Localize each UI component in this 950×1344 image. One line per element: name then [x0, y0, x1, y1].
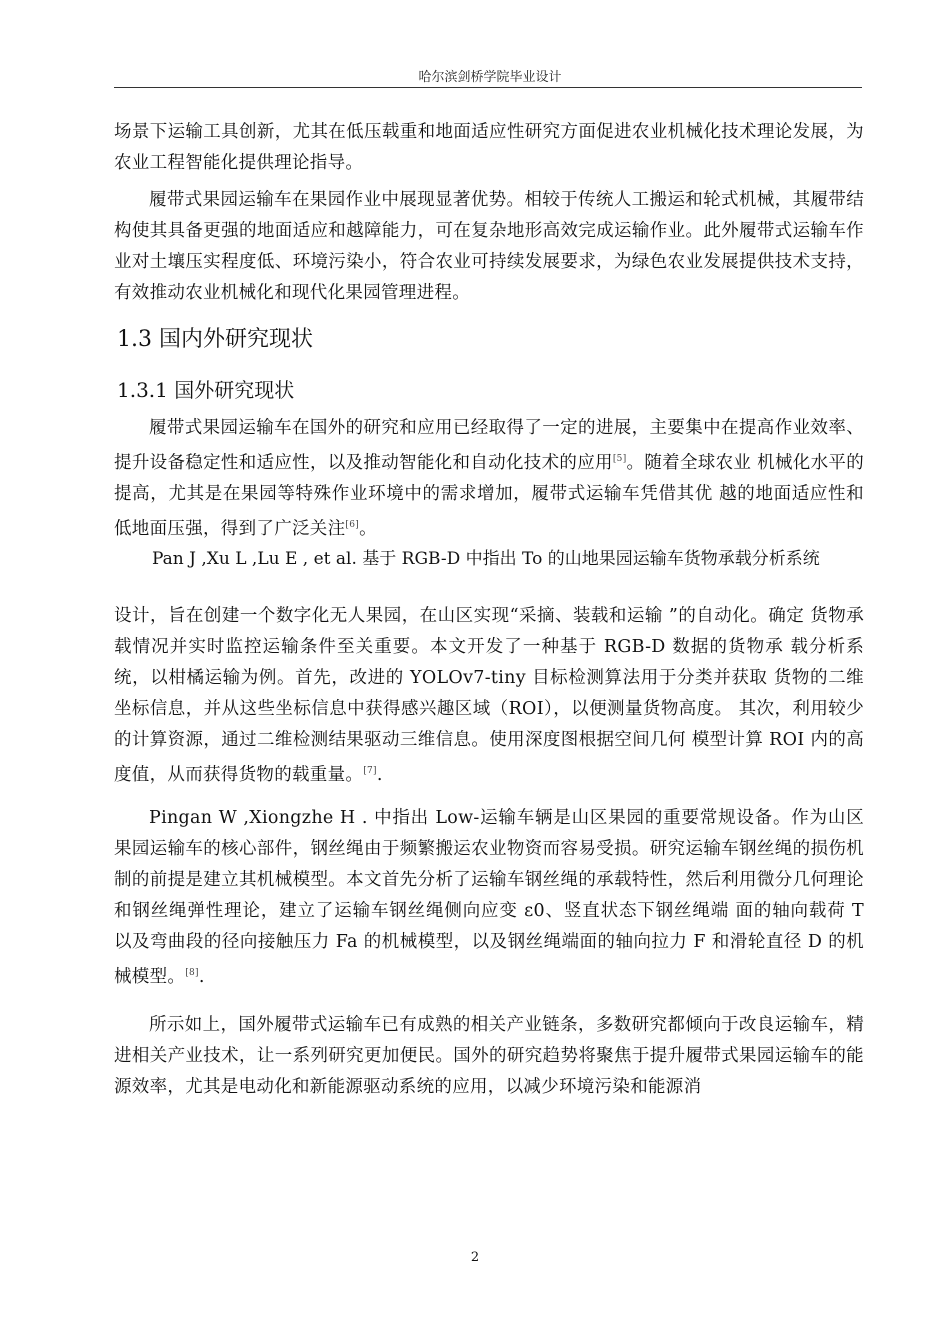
paragraph-3-text-c: 。 — [359, 518, 377, 539]
section-heading-1-3: 1.3 国内外研究现状 — [117, 327, 313, 352]
citation-7: [7] — [363, 766, 377, 776]
header-rule — [114, 87, 862, 88]
paragraph-3-text-a: 履带式果园运输车在国外的研究和应用已经取得了一定的进展，主要集中在提高作业效率、提升设备稳定性和适应性，以及推动智能化和自动化技术的应用 — [114, 418, 864, 473]
citation-8: [8] — [185, 968, 199, 978]
page-number: 2 — [470, 1250, 480, 1265]
citation-5: [5] — [612, 454, 627, 464]
paragraph-5-text-a: Pingan W ,Xiongzhe H . 中指出 Low-运输车辆是山区果园的重要常规设备。作为山区果园运输车的核心部件，钢丝绳由于频繁搬运农业物资而容易受损。研究运输车钢丝绳的损伤机制的前提是建立其机械模型。本文首先分析了运输车钢丝绳的承载特性，然后利用微分几何理论和钢丝绳弹性理论，建立了运输车钢丝绳侧向应变 ε0、竖直状态下钢丝绳端 面的轴向载荷 T 以及弯曲段的径向接触压力 Fa 的机械模型，以及钢丝绳端面的轴向拉力 F 和滑轮直径 D 的机械模型。 — [114, 808, 864, 987]
paragraph-3-text-b: 。随着全球农业 机械化水平的提高，尤其是在果园等特殊作业环境中的需求增加，履带式运输车凭借其优 越的地面适应性和低地面压强，得到了广泛关注 — [114, 452, 865, 539]
paragraph-4 — [114, 601, 864, 791]
subsection-heading-1-3-1: 1.3.1 国外研究现状 — [117, 378, 295, 402]
paragraph-3 — [114, 413, 864, 545]
citation-6: [6] — [345, 519, 360, 530]
page-header: 哈尔滨剑桥学院毕业设计 — [418, 70, 562, 85]
paragraph-2: 履带式果园运输车在果园作业中展现显著优势。相较于传统人工搬运和轮式机械，其履带结构使其具备更强的地面适应和越障能力，可在复杂地形高效完成运输作业。此外履带式运输车作业对土壤压实程度低、环境污染小，符合农业可持续发展要求，为绿色农业发展提供技术支持，有效推动农业机械化和现代化果园管理进程。 — [114, 190, 864, 303]
paragraph-4-text-a: 设计，旨在创建一个数字化无人果园，在山区实现“采摘、装载和运输 ”的自动化。确定 货物承载情况并实时监控运输条件至关重要。本文开发了一种基于 RGB-D 数据的货物承 载分析系统，以柑橘运输为例。首先，改进的 YOLOv7-tiny 目标检测算法用于分类并获取 货物的二维坐标信息，并从这些坐标信息中获得感兴趣区域（ROI），以便测量货物高度。 其次，利用较少的计算资源，通过二维检测结果驱动三维信息。使用深度图根据空间几何 模型计算 ROI 内的高度值，从而获得货物的载重量。 — [114, 606, 864, 785]
paragraph-5 — [114, 803, 864, 993]
paragraph-6: 所示如上，国外履带式运输车已有成熟的相关产业链条，多数研究都倾向于改良运输车，精进相关产业技术，让一系列研究更加便民。国外的研究趋势将聚焦于提升履带式果园运输车的能源效率，尤其是电动化和新能源驱动系统的应用，以减少环境污染和能源消 — [114, 1015, 864, 1097]
reference-line: Pan J ,Xu L ,Lu E , et al. 基于 RGB-D 中指出 To 的山地果园运输车货物承载分析系统 — [152, 549, 820, 569]
paragraph-1: 场景下运输工具创新，尤其在低压载重和地面适应性研究方面促进农业机械化技术理论发展，为农业工程智能化提供理论指导。 — [114, 122, 864, 173]
paragraph-4-text-b: . — [376, 764, 383, 785]
paragraph-5-text-b: . — [198, 966, 205, 987]
